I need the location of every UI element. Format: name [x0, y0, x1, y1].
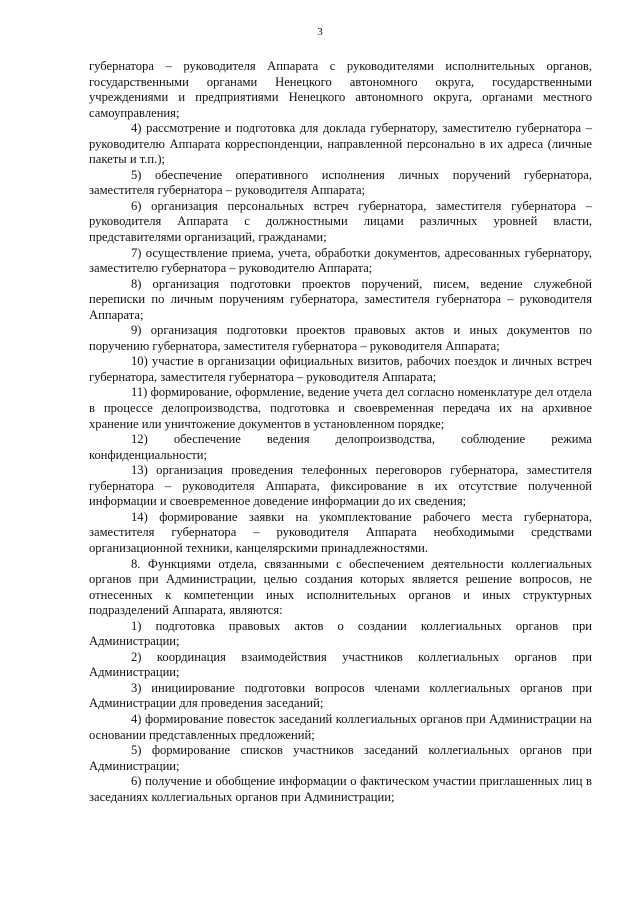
paragraph: 5) формирование списков участников заседаний коллегиальных органов при Администрации; [89, 743, 592, 773]
paragraph: 4) рассмотрение и подготовка для доклада губернатору, заместителю губернатора – руководителю Аппарата корреспонденции, направленной персонально в их адреса (личные пакеты и т.п.); [89, 121, 592, 167]
paragraph: 12) обеспечение ведения делопроизводства, соблюдение режима конфиденциальности; [89, 432, 592, 462]
paragraph: губернатора – руководителя Аппарата с руководителями исполнительных органов, государственными органами Ненецкого автономного округа, государственными учреждениями и предприятиями Ненецкого автономного округа, органами местного самоуправления; [89, 59, 592, 120]
paragraph: 10) участие в организации официальных визитов, рабочих поездок и личных встреч губернатора, заместителя губернатора – руководителя Аппарата; [89, 354, 592, 384]
document-body [89, 59, 592, 805]
paragraph: 2) координация взаимодействия участников коллегиальных органов при Администрации; [89, 649, 592, 680]
paragraph: 14) формирование заявки на укомплектование рабочего места губернатора, заместителя губернатора – руководителя Аппарата необходимыми средствами организационной техники, канцелярскими принадлежностями. [89, 509, 592, 555]
paragraph: 1) подготовка правовых актов о создании коллегиальных органов при Администрации; [89, 618, 592, 649]
paragraph: 11) формирование, оформление, ведение учета дел согласно номенклатуре дел отдела в процессе делопроизводства, подготовка и своевременная передача их на архивное хранение или уничтожение документов в установленном порядке; [89, 385, 592, 431]
paragraph: 4) формирование повесток заседаний коллегиальных органов при Администрации на основании представленных предложений; [89, 711, 592, 742]
paragraph: 7) осуществление приема, учета, обработки документов, адресованных губернатору, заместителю губернатора – руководителю Аппарата; [89, 245, 592, 276]
paragraph: 9) организация подготовки проектов правовых актов и иных документов по поручению губернатора, заместителя губернатора – руководителя Аппарата; [89, 323, 592, 353]
page-number: 3 [317, 26, 323, 38]
paragraph: 3) инициирование подготовки вопросов членами коллегиальных органов при Администрации для проведения заседаний; [89, 680, 592, 711]
paragraph: 6) организация персональных встреч губернатора, заместителя губернатора – руководителя Аппарата с должностными лицами различных уровней власти, представителями организаций, гражданами; [89, 198, 592, 245]
paragraph: 8. Функциями отдела, связанными с обеспечением деятельности коллегиальных органов при Администрации, целью создания которых является решение вопросов, не отнесенных к компетенции иных исполнительных органов и иных структурных подразделений Аппарата, являются: [89, 556, 592, 618]
paragraph: 5) обеспечение оперативного исполнения личных поручений губернатора, заместителя губернатора – руководителя Аппарата; [89, 167, 592, 198]
paragraph: 6) получение и обобщение информации о фактическом участии приглашенных лиц в заседаниях коллегиальных органов при Администрации; [89, 774, 592, 804]
paragraph: 13) организация проведения телефонных переговоров губернатора, заместителя губернатора – руководителя Аппарата, фиксирование в их отсутствие полученной информации и своевременное доведение информации до их сведения; [89, 463, 592, 509]
paragraph: 8) организация подготовки проектов поручений, писем, ведение служебной переписки по личным поручениям губернатора, заместителя губернатора – руководителя Аппарата; [89, 276, 592, 322]
